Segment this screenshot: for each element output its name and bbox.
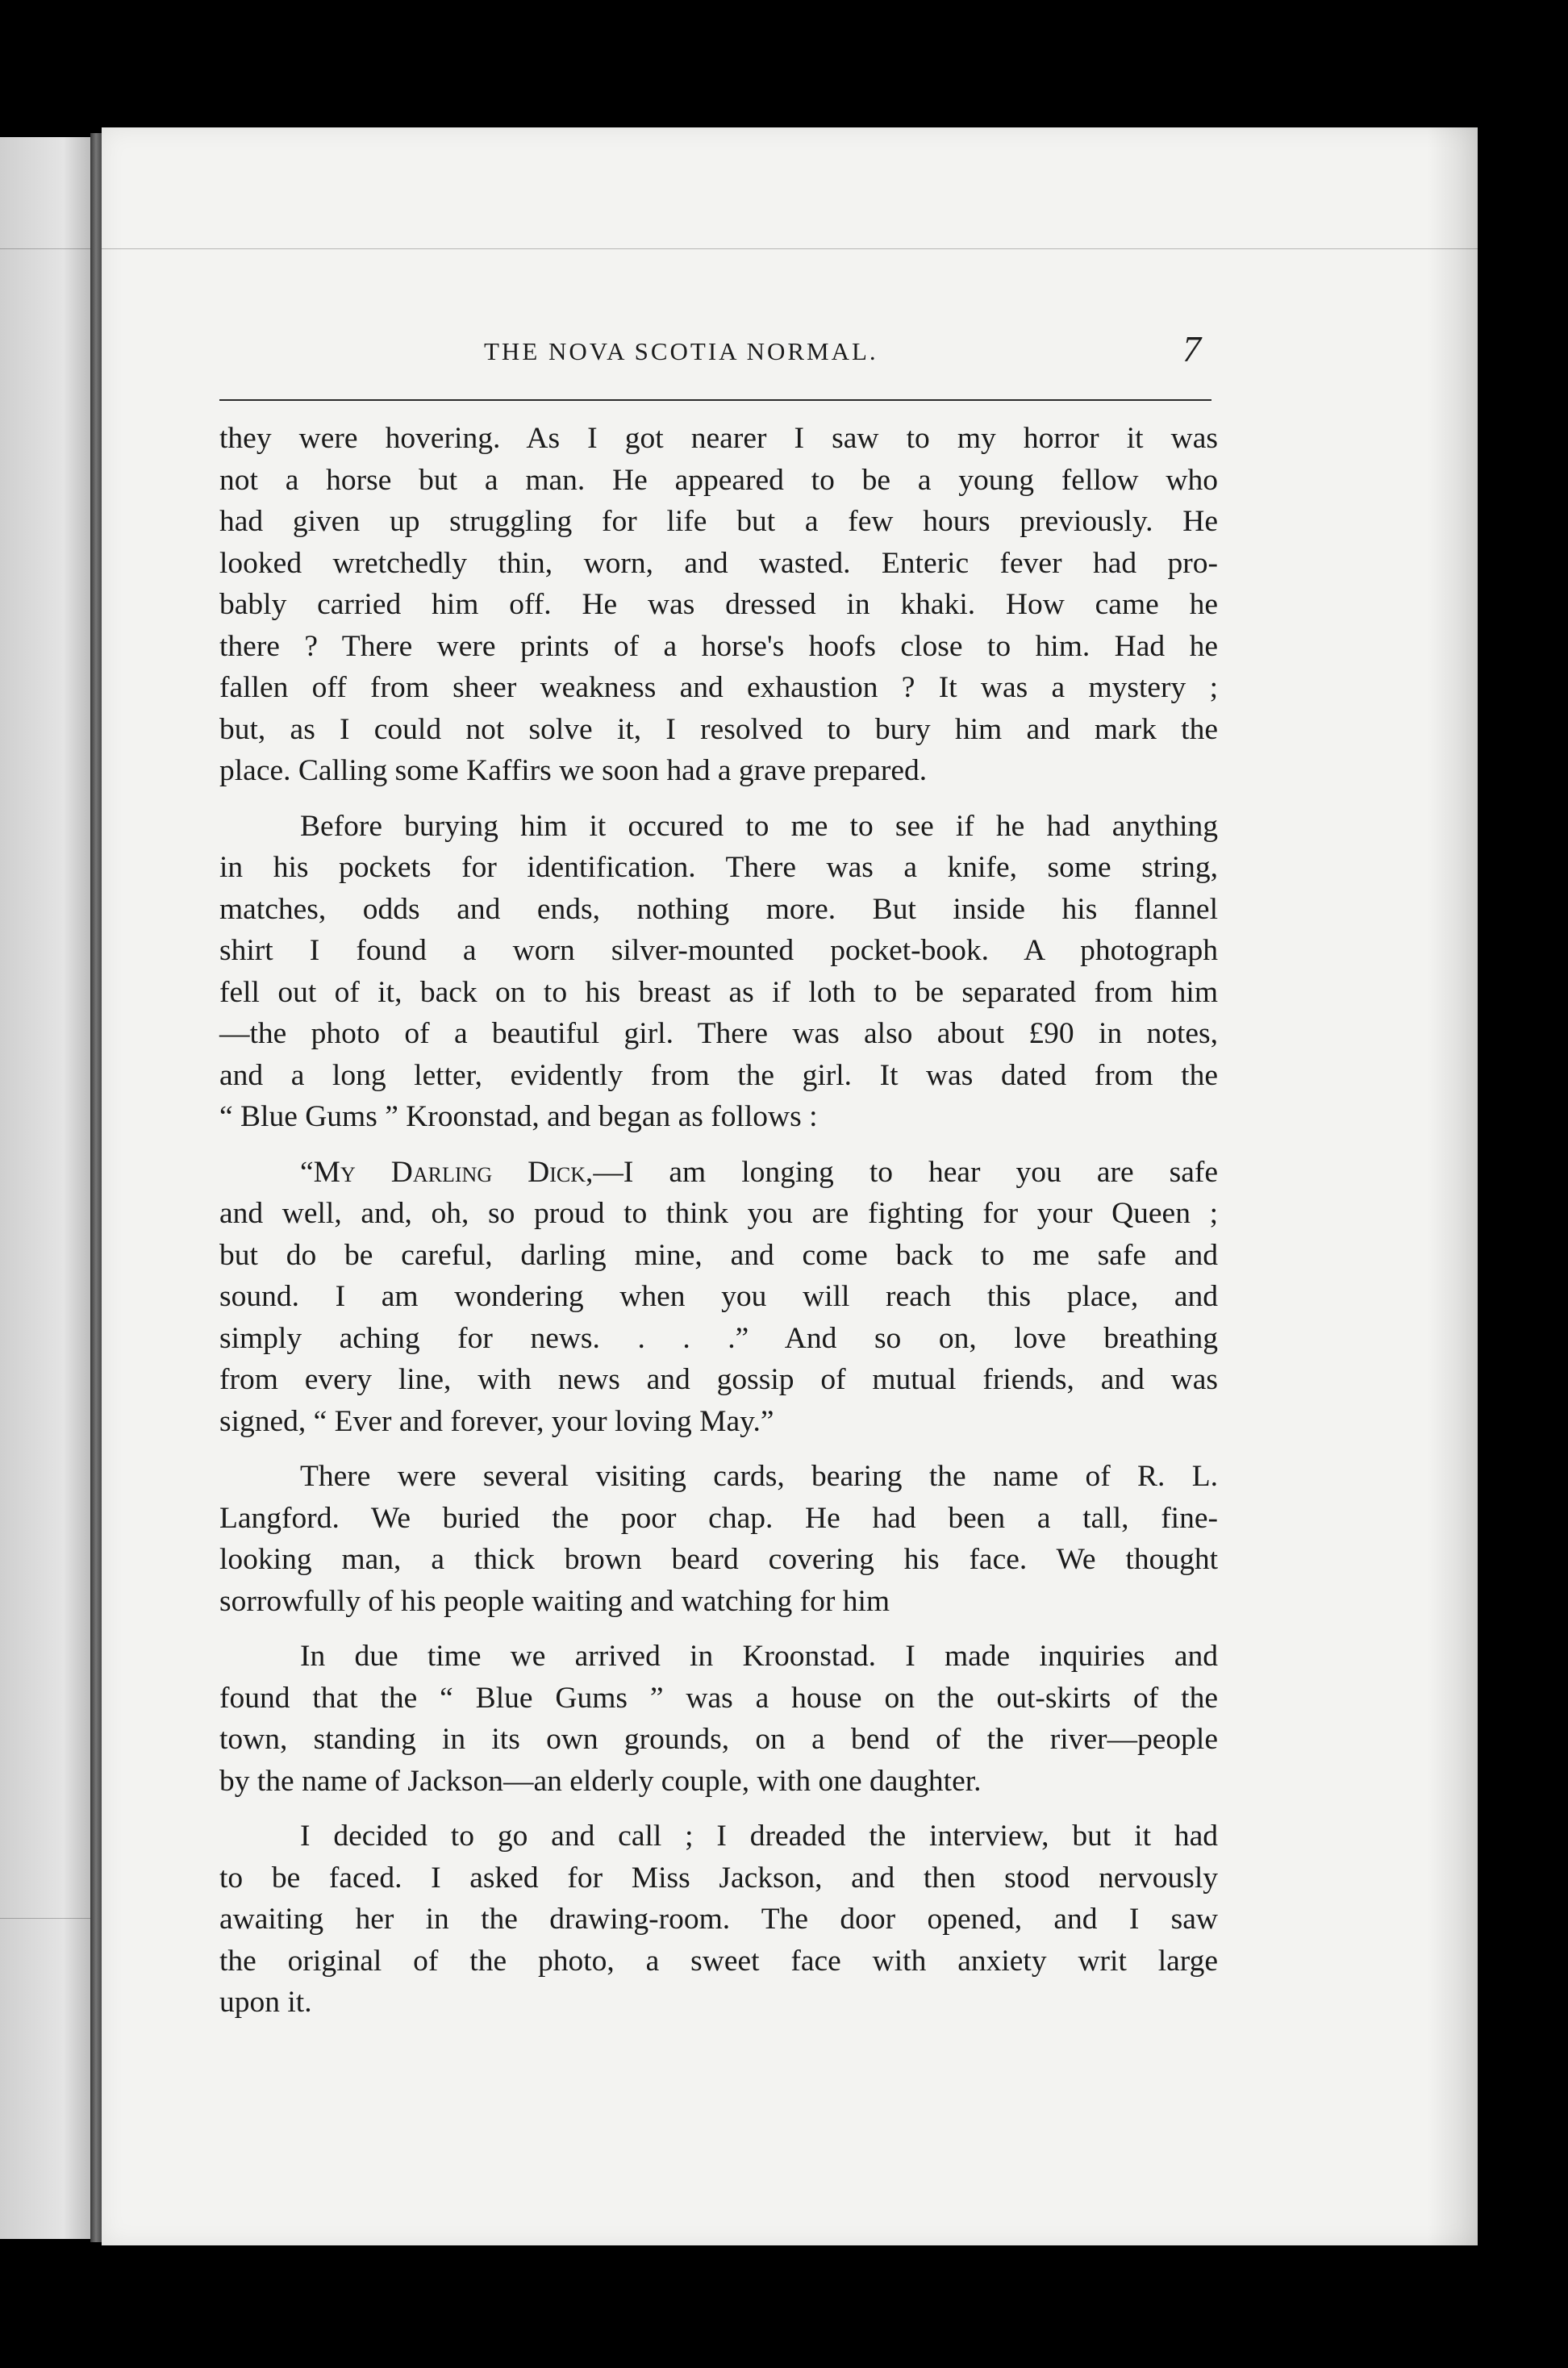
text-line: place. Calling some Kaffirs we soon had a grave prepared.	[219, 754, 928, 787]
text-line: by the name of Jackson—an elderly couple, with one daughter.	[219, 1764, 982, 1798]
text-line: sound. I am wondering when you will reach this place, and	[219, 1280, 1218, 1313]
page-number: 7	[1182, 328, 1201, 369]
text-line: bably carried him off. He was dressed in khaki. How came he	[219, 588, 1218, 621]
body-text	[219, 418, 1218, 2037]
paragraph	[219, 1456, 1218, 1622]
text-line: and well, and, oh, so proud to think you are fighting for your Queen ;	[219, 1197, 1218, 1230]
paragraph	[219, 1636, 1218, 1802]
text-line: simply aching for news. . . .” And so on, love breathing	[219, 1321, 1218, 1355]
text-line	[219, 1152, 1218, 1194]
text-line: had given up struggling for life but a few hours previously. He	[219, 505, 1218, 538]
paragraph-letter	[219, 1152, 1218, 1443]
scan-guide-line	[0, 1918, 90, 1919]
text-line: there ? There were prints of a horse's hoofs close to him. Had he	[219, 629, 1218, 663]
page-gutter	[90, 133, 102, 2242]
text-line: awaiting her in the drawing-room. The door opened, and I saw	[219, 1903, 1218, 1936]
text-line: not a horse but a man. He appeared to be a young fellow who	[219, 463, 1218, 497]
text-line: sorrowfully of his people waiting and watching for him	[219, 1584, 890, 1618]
paragraph	[219, 806, 1218, 1138]
text-line: Before burying him it occured to me to see if he had anything	[300, 809, 1218, 843]
text-line: and a long letter, evidently from the girl. It was dated from the	[219, 1058, 1218, 1092]
scan-guide-line	[0, 248, 90, 249]
text-line: shirt I found a worn silver-mounted pocket-book. A photograph	[219, 934, 1218, 967]
text-line: fallen off from sheer weakness and exhaustion ? It was a mystery ;	[219, 671, 1218, 704]
page-edge-shadow	[1428, 127, 1478, 2245]
text-line: fell out of it, back on to his breast as if loth to be separated from him	[219, 975, 1218, 1009]
text-line: found that the “ Blue Gums ” was a house on the out-skirts of the	[219, 1681, 1218, 1715]
text-line: matches, odds and ends, nothing more. But inside his flannel	[219, 892, 1218, 926]
text-line: There were several visiting cards, bearing the name of R. L.	[300, 1460, 1218, 1493]
scan-guide-line	[102, 248, 1478, 249]
text-line: to be faced. I asked for Miss Jackson, and then stood nervously	[219, 1861, 1218, 1895]
text-line: I decided to go and call ; I dreaded the interview, but it had	[300, 1820, 1218, 1853]
text-line: in his pockets for identification. There was a knife, some string,	[219, 851, 1218, 884]
text-line: looking man, a thick brown beard covering his face. We thought	[219, 1543, 1218, 1576]
running-head: THE NOVA SCOTIA NORMAL.	[484, 337, 878, 365]
text-line: town, standing in its own grounds, on a bend of the river—people	[219, 1723, 1218, 1756]
text-line: but, as I could not solve it, I resolved to bury him and mark the	[219, 712, 1218, 746]
text-line: “ Blue Gums ” Kroonstad, and began as follows :	[219, 1100, 818, 1133]
text-line: —the photo of a beautiful girl. There was also about £90 in notes,	[219, 1017, 1218, 1050]
text-line: signed, “ Ever and forever, your loving May.”	[219, 1404, 774, 1438]
text-line: the original of the photo, a sweet face with anxiety writ large	[219, 1944, 1218, 1978]
paragraph	[219, 418, 1218, 792]
letter-salutation: My Darling Dick,	[313, 1155, 594, 1189]
text-line: looked wretchedly thin, worn, and wasted. Enteric fever had pro-	[219, 546, 1218, 580]
text-line: but do be careful, darling mine, and come back to me safe and	[219, 1238, 1218, 1272]
text-line: In due time we arrived in Kroonstad. I made inquiries and	[300, 1640, 1218, 1673]
header-rule	[219, 399, 1211, 401]
text-line: from every line, with news and gossip of mutual friends, and was	[219, 1363, 1218, 1396]
paragraph	[219, 1816, 1218, 2024]
facing-page	[0, 137, 90, 2239]
text-line: Langford. We buried the poor chap. He had been a tall, fine-	[219, 1501, 1218, 1535]
text-fragment: —I am longing to hear you are safe	[593, 1155, 1218, 1189]
open-quote: “	[300, 1155, 314, 1189]
text-line: they were hovering. As I got nearer I saw to my horror it was	[219, 422, 1218, 455]
text-line: upon it.	[219, 1986, 312, 2019]
